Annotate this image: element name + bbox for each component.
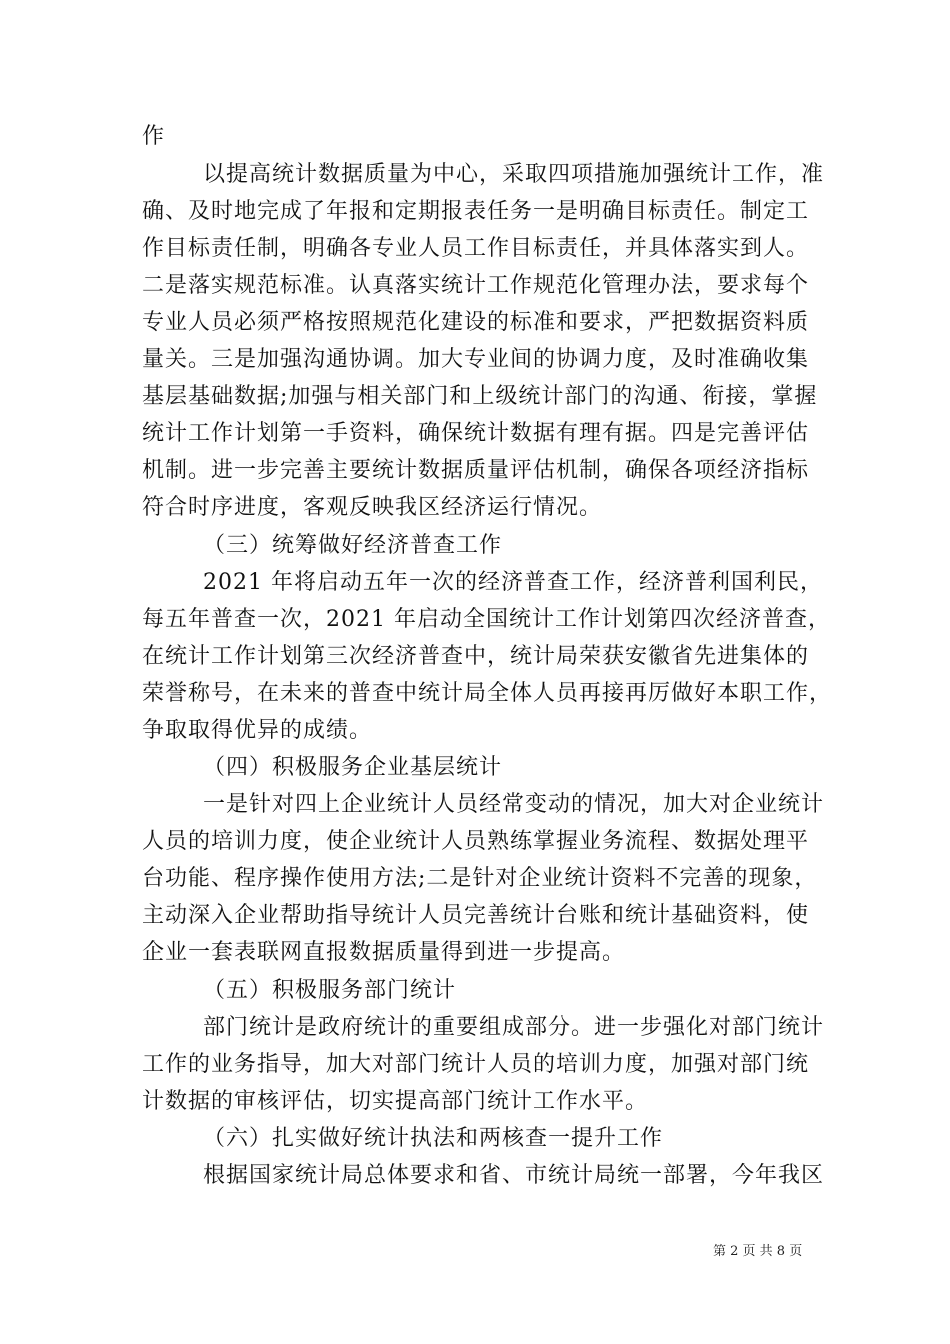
paragraph-first-line: 2021 年将启动五年一次的经济普查工作，经济普利国利民， <box>203 570 823 595</box>
text-line: 计数据的审核评估，切实提高部门统计工作水平。 <box>142 1089 649 1114</box>
section-heading: （六）扎实做好统计执法和两核查一提升工作 <box>203 1126 664 1151</box>
text-line: 在统计工作计划第三次经济普查中，统计局荣获安徽省先进集体的 <box>142 644 810 669</box>
section-heading: （四）积极服务企业基层统计 <box>203 755 503 780</box>
text-line: 符合时序进度，客观反映我区经济运行情况。 <box>142 495 603 520</box>
text-line: 确、及时地完成了年报和定期报表任务一是明确目标责任。制定工 <box>142 199 810 224</box>
text-line: 争取取得优异的成绩。 <box>142 718 373 743</box>
text-line: 基层基础数据;加强与相关部门和上级统计部门的沟通、衔接，掌握 <box>142 384 818 409</box>
paragraph-first-line: 以提高统计数据质量为中心，采取四项措施加强统计工作，准 <box>203 162 825 187</box>
text-line: 台功能、程序操作使用方法;二是针对企业统计资料不完善的现象， <box>142 866 818 891</box>
paragraph-first-line: 部门统计是政府统计的重要组成部分。进一步强化对部门统计 <box>203 1015 825 1040</box>
text-line: 作目标责任制，明确各专业人员工作目标责任，并具体落实到人。 <box>142 236 810 261</box>
text-line: 作 <box>142 124 166 149</box>
text-line: 工作的业务指导，加大对部门统计人员的培训力度，加强对部门统 <box>142 1052 810 1077</box>
section-heading: （三）统筹做好经济普查工作 <box>203 533 503 558</box>
paragraph-first-line: 一是针对四上企业统计人员经常变动的情况，加大对企业统计 <box>203 792 825 817</box>
paragraph-first-line: 根据国家统计局总体要求和省、市统计局统一部署，今年我区 <box>203 1163 825 1188</box>
text-line: 荣誉称号，在未来的普查中统计局全体人员再接再厉做好本职工作， <box>142 681 833 706</box>
text-line: 人员的培训力度，使企业统计人员熟练掌握业务流程、数据处理平 <box>142 829 810 854</box>
text-line: 机制。进一步完善主要统计数据质量评估机制，确保各项经济指标 <box>142 458 810 483</box>
text-line: 企业一套表联网直报数据质量得到进一步提高。 <box>142 940 626 965</box>
page-number: 第 2 页 共 8 页 <box>713 1244 803 1259</box>
text-line: 每五年普查一次，2021 年启动全国统计工作计划第四次经济普查， <box>142 607 831 632</box>
text-line: 量关。三是加强沟通协调。加大专业间的协调力度，及时准确收集 <box>142 347 810 372</box>
text-line: 主动深入企业帮助指导统计人员完善统计台账和统计基础资料，使 <box>142 903 810 928</box>
section-heading: （五）积极服务部门统计 <box>203 978 457 1003</box>
text-line: 统计工作计划第一手资料，确保统计数据有理有据。四是完善评估 <box>142 421 810 446</box>
text-line: 二是落实规范标准。认真落实统计工作规范化管理办法，要求每个 <box>142 273 810 298</box>
text-line: 专业人员必须严格按照规范化建设的标准和要求，严把数据资料质 <box>142 310 810 335</box>
